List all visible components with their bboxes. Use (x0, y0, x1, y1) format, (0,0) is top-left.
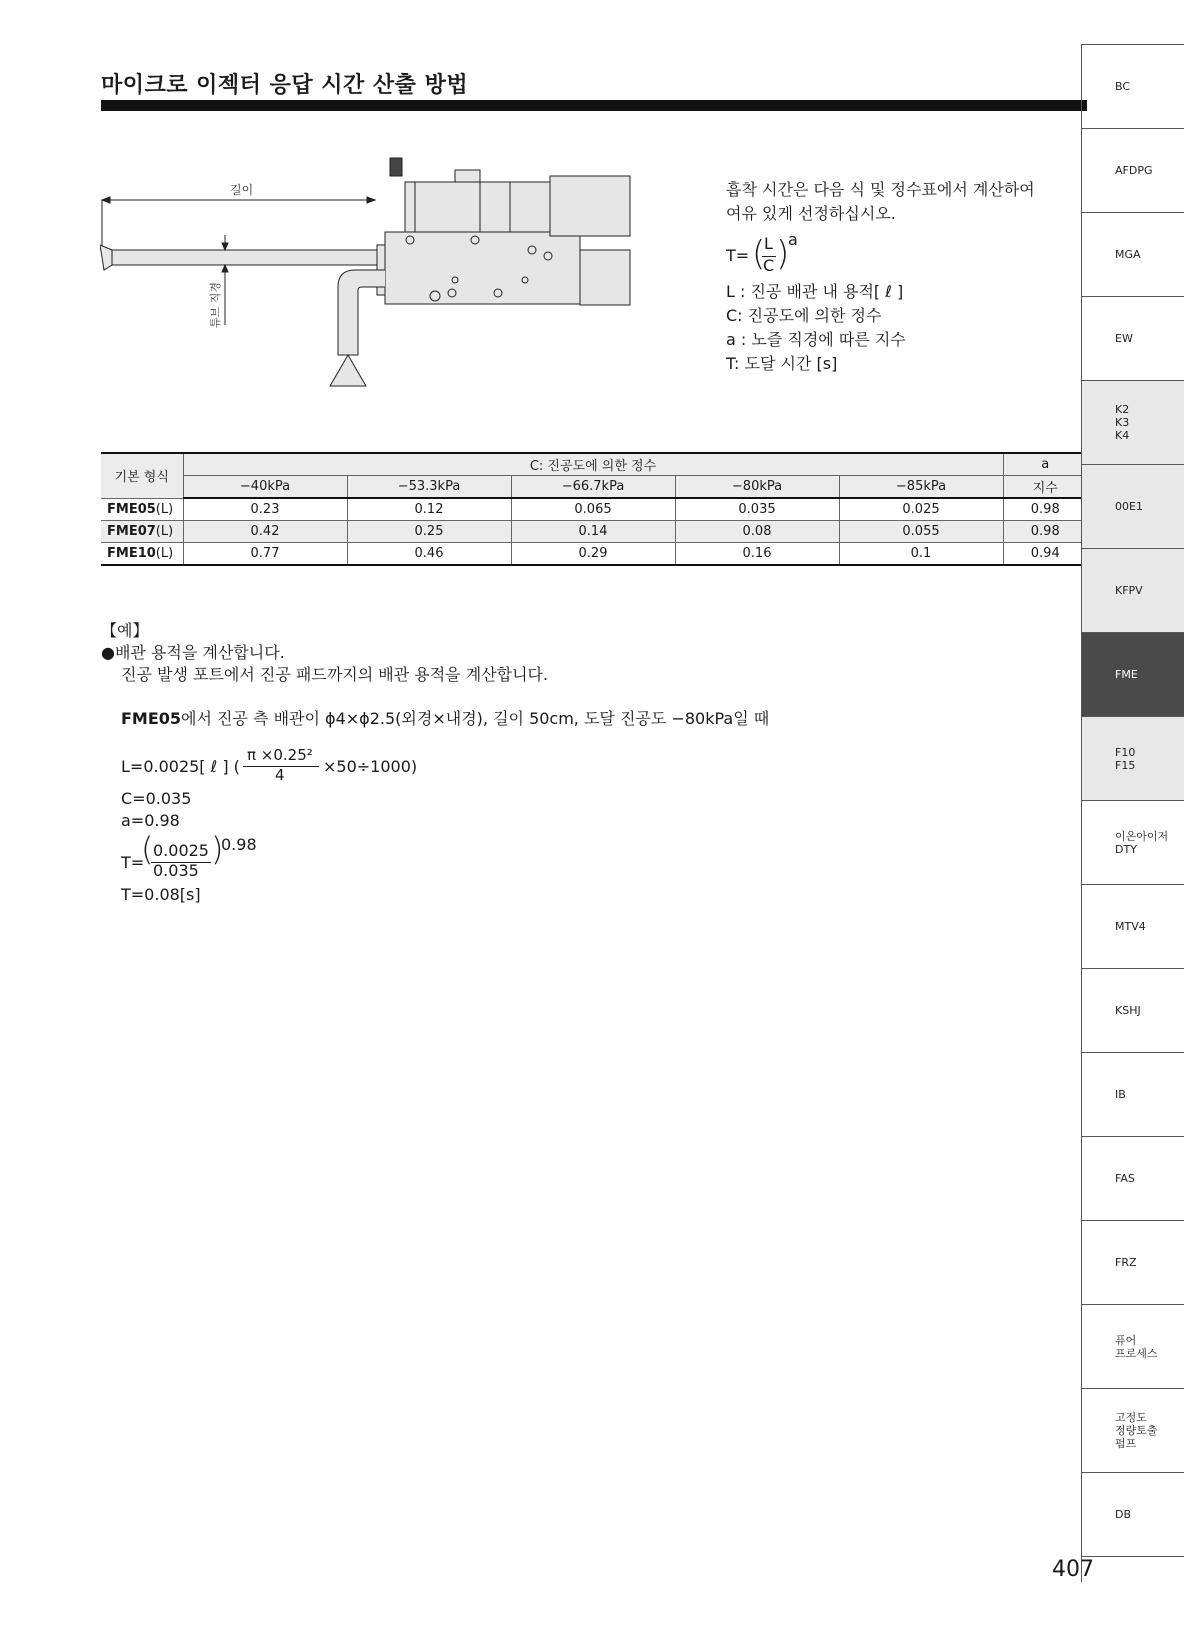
close-paren: ) (776, 234, 790, 274)
t-exponent: 0.98 (221, 835, 257, 854)
value-cell: 0.42 (183, 521, 347, 543)
tab-k2k3k4[interactable]: K2 K3 K4 (1082, 381, 1184, 465)
pressure-header: −53.3kPa (347, 476, 511, 499)
tab-kfpv[interactable]: KFPV (1082, 549, 1184, 633)
ejector-drawing (100, 150, 660, 410)
t-calculation: T= ( 0.0025 0.035 ) 0.98 (121, 830, 257, 880)
l-denominator: 4 (275, 766, 285, 784)
time-formula (726, 232, 1076, 280)
formula-t-prefix: T= (726, 246, 750, 265)
value-cell: 0.025 (839, 498, 1003, 521)
formula-panel (726, 178, 1076, 376)
value-cell: 0.1 (839, 543, 1003, 566)
value-cell: 0.065 (511, 498, 675, 521)
coefficient-table (101, 452, 1087, 566)
example-calculation (121, 708, 821, 906)
tab-fme[interactable]: FME (1082, 633, 1184, 717)
value-cell: 0.25 (347, 521, 511, 543)
pressure-header: −85kPa (839, 476, 1003, 499)
example-section (101, 620, 861, 686)
formula-exponent: a (788, 230, 798, 249)
value-cell: 0.16 (675, 543, 839, 566)
table-row (101, 521, 1087, 543)
tab-bc[interactable]: BC (1082, 45, 1184, 129)
tab-mga[interactable]: MGA (1082, 213, 1184, 297)
tab-00e1[interactable]: 00E1 (1082, 465, 1184, 549)
example-case: FME05에서 진공 측 배관이 ϕ4×ϕ2.5(외경×내경), 길이 50cm, 도달 진공도 −80kPa일 때 (121, 709, 770, 728)
basic-header: 기본 형식 (101, 453, 183, 498)
tab-kshj[interactable]: KSHJ (1082, 969, 1184, 1053)
title-underline (101, 100, 1087, 111)
tab-precision-pump[interactable]: 고정도 정량토출 펌프 (1082, 1389, 1184, 1473)
model-cell: FME05(L) (101, 498, 183, 521)
value-cell: 0.14 (511, 521, 675, 543)
value-cell: 0.055 (839, 521, 1003, 543)
value-cell: 0.12 (347, 498, 511, 521)
t-numerator: 0.0025 (153, 841, 209, 860)
a-sub-header: 지수 (1003, 476, 1087, 499)
example-bullet: ●배관 용적을 계산합니다. (101, 643, 285, 662)
def-t: T: 도달 시간 [s] (726, 354, 838, 373)
tab-afdpg[interactable]: AFDPG (1082, 129, 1184, 213)
a-cell: 0.94 (1003, 543, 1087, 566)
side-tabs (1081, 44, 1184, 1582)
tab-db[interactable]: DB (1082, 1473, 1184, 1557)
value-cell: 0.29 (511, 543, 675, 566)
l-numerator: π ×0.25² (247, 746, 313, 764)
tab-mtv4[interactable]: MTV4 (1082, 885, 1184, 969)
formula-denominator: C (763, 256, 775, 275)
a-header: a (1003, 453, 1087, 476)
value-cell: 0.08 (675, 521, 839, 543)
example-heading: 【예】 (101, 621, 149, 640)
t-result: T=0.08[s] (121, 885, 201, 904)
model-cell: FME10(L) (101, 543, 183, 566)
def-l: L : 진공 배관 내 용적[ ℓ ] (726, 282, 904, 301)
model-cell: FME07(L) (101, 521, 183, 543)
tab-fas[interactable]: FAS (1082, 1137, 1184, 1221)
pressure-header: −66.7kPa (511, 476, 675, 499)
tab-f10f15[interactable]: F10 F15 (1082, 717, 1184, 801)
table-row (101, 498, 1087, 521)
value-cell: 0.77 (183, 543, 347, 566)
tab-ib[interactable]: IB (1082, 1053, 1184, 1137)
tab-ionizer-dty[interactable]: 이온아이저 DTY (1082, 801, 1184, 885)
value-cell: 0.23 (183, 498, 347, 521)
diameter-label: 튜브 직경 (209, 281, 222, 328)
value-cell: 0.035 (675, 498, 839, 521)
page-number: 407 (1052, 1557, 1094, 1582)
pressure-header: −40kPa (183, 476, 347, 499)
tab-frz[interactable]: FRZ (1082, 1221, 1184, 1305)
def-a: a : 노즐 직경에 따른 지수 (726, 330, 906, 349)
a-cell: 0.98 (1003, 521, 1087, 543)
formula-definitions (726, 280, 1076, 376)
a-cell: 0.98 (1003, 498, 1087, 521)
tab-ew[interactable]: EW (1082, 297, 1184, 381)
formula-lead: 흡착 시간은 다음 식 및 정수표에서 계산하여 여유 있게 선정하십시오. (726, 180, 1035, 223)
pressure-header: −80kPa (675, 476, 839, 499)
page-title: 마이크로 이젝터 응답 시간 산출 방법 (101, 73, 469, 98)
table-row (101, 543, 1087, 566)
t-denominator: 0.035 (153, 861, 199, 880)
value-cell: 0.46 (347, 543, 511, 566)
l-calculation: L=0.0025[ ℓ ] ( π ×0.25² 4 ×50÷1000) (121, 746, 418, 784)
a-value: a=0.98 (121, 811, 180, 830)
def-c: C: 진공도에 의한 정수 (726, 306, 882, 325)
formula-numerator: L (764, 234, 773, 253)
open-paren: ( (752, 234, 766, 274)
example-sub: 진공 발생 포트에서 진공 패드까지의 배관 용적을 계산합니다. (121, 665, 549, 684)
tab-pure-process[interactable]: 퓨어 프로세스 (1082, 1305, 1184, 1389)
group-header: C: 진공도에 의한 정수 (183, 453, 1003, 476)
length-label: 길이 (230, 183, 254, 197)
c-value: C=0.035 (121, 789, 192, 808)
